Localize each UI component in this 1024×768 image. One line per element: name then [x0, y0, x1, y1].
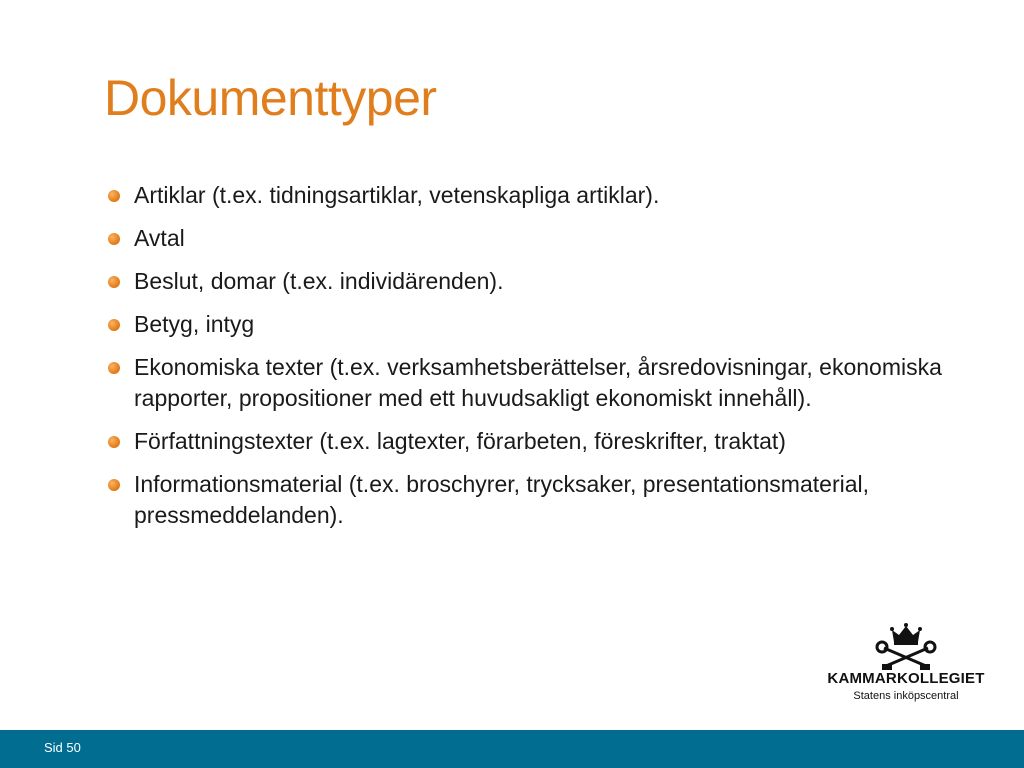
- bullet-dot-icon: [108, 233, 120, 245]
- bullet-item-avtal: [108, 223, 968, 254]
- bullet-list: [108, 180, 968, 543]
- bullet-text: Artiklar (t.ex. tidningsartiklar, vetenskapliga artiklar).: [134, 182, 660, 208]
- bullet-dot-icon: [108, 190, 120, 202]
- bullet-text: Betyg, intyg: [134, 311, 255, 337]
- bullet-text: Ekonomiska texter (t.ex. verksamhetsberättelser, årsredovisningar, ekonomiska rapporter, propositioner med ett huvudsakligt ekonomiskt innehåll).: [134, 354, 942, 411]
- bullet-item-beslut: [108, 266, 968, 297]
- bullet-item-forfattning: [108, 426, 968, 457]
- bullet-text: Informationsmaterial (t.ex. broschyrer, trycksaker, presentationsmaterial, pressmeddelanden).: [134, 471, 870, 528]
- bullet-text: Författningstexter (t.ex. lagtexter, förarbeten, föreskrifter, traktat): [134, 428, 786, 454]
- bullet-dot-icon: [108, 276, 120, 288]
- bullet-item-betyg: [108, 309, 968, 340]
- crown-crossed-keys-icon: [874, 622, 938, 672]
- bullet-item-ekonomiska: [108, 352, 968, 414]
- bullet-dot-icon: [108, 436, 120, 448]
- page-number: Sid 50: [44, 740, 81, 755]
- bullet-text: Avtal: [134, 225, 185, 251]
- bullet-dot-icon: [108, 319, 120, 331]
- bullet-item-information: [108, 469, 968, 531]
- kammarkollegiet-logo: [824, 622, 988, 706]
- bullet-dot-icon: [108, 479, 120, 491]
- bullet-text: Beslut, domar (t.ex. individärenden).: [134, 268, 504, 294]
- logo-subtitle: Statens inköpscentral: [853, 690, 959, 702]
- logo-name: KAMMARKOLLEGIET: [827, 670, 985, 687]
- footer-bar: [0, 730, 1024, 768]
- bullet-dot-icon: [108, 362, 120, 374]
- slide-title: Dokumenttyper: [104, 70, 437, 126]
- bullet-item-artiklar: [108, 180, 968, 211]
